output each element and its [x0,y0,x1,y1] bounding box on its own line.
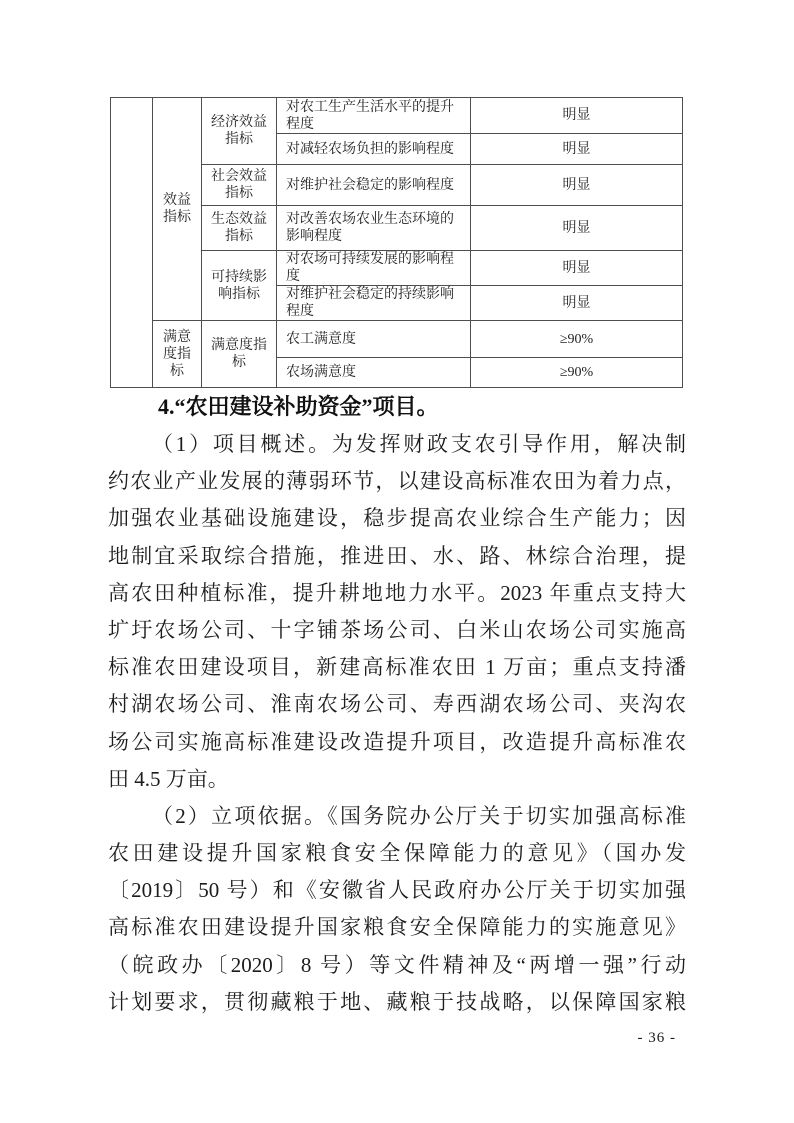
paragraph-line: 场公司实施高标准建设改造提升项目，改造提升高标准农 [108,729,686,754]
table-cell-blank [111,98,153,388]
section-heading: 4.“农田建设补助资金”项目。 [158,394,439,419]
table-cell-criterion: 对改善农场农业生态环境的影响程度 [277,206,471,251]
table-cell-criterion: 对农工生产生活水平的提升程度 [277,98,471,134]
table-cell-value: 明显 [471,251,683,286]
body-text [108,388,686,1021]
table-row [111,98,683,134]
paragraph-line: 田 4.5 万亩。 [108,766,229,791]
table-cell-category-ecological: 生态效益指标 [202,206,277,251]
table-cell-category-economic: 经济效益指标 [202,98,277,165]
table-cell-criterion: 对减轻农场负担的影响程度 [277,134,471,165]
table-cell-value: 明显 [471,134,683,165]
table-cell-criterion: 农工满意度 [277,321,471,358]
table-cell-category-sustainable: 可持续影响指标 [202,251,277,321]
paragraph-line: 加强农业基础设施建设，稳步提高农业综合生产能力；因 [108,506,686,531]
table-cell-value: 明显 [471,98,683,134]
indicator-table [110,97,683,388]
indicator-table-wrap [110,97,683,388]
paragraph-line: 圹圩农场公司、十字铺茶场公司、白米山农场公司实施高 [108,617,686,642]
table-cell-group-benefit: 效益指标 [153,98,202,321]
paragraph-line: 〔2019〕50 号）和《安徽省人民政府办公厅关于切实加强 [108,878,686,903]
paragraph-line: 高农田种植标准，提升耕地地力水平。2023 年重点支持大 [108,580,686,605]
table-cell-category-social: 社会效益指标 [202,165,277,206]
paragraph-line: 高标准农田建设提升国家粮食安全保障能力的实施意见》 [108,915,686,940]
table-cell-value: 明显 [471,165,683,206]
table-cell-criterion: 对维护社会稳定的影响程度 [277,165,471,206]
paragraph-line: （1）项目概述。为发挥财政支农引导作用，解决制 [152,432,686,456]
paragraph-line: 农田建设提升国家粮食安全保障能力的意见》（国办发 [108,841,686,866]
table-cell-criterion: 对维护社会稳定的持续影响程度 [277,286,471,321]
table-row [111,321,683,358]
paragraph-line: 约农业产业发展的薄弱环节，以建设高标准农田为着力点， [108,469,686,494]
paragraph-line: 标准农田建设项目，新建高标准农田 1 万亩；重点支持潘 [108,655,686,680]
table-cell-value: ≥90% [471,358,683,388]
paragraph-line: （皖政办〔2020〕8 号）等文件精神及“两增一强”行动 [108,952,686,977]
paragraph-line: 地制宜采取综合措施，推进田、水、路、林综合治理，提 [108,543,686,568]
paragraph-line: 计划要求，贯彻藏粮于地、藏粮于技战略，以保障国家粮 [108,989,686,1014]
table-cell-value: 明显 [471,206,683,251]
paragraph-line: 村湖农场公司、淮南农场公司、寿西湖农场公司、夹沟农 [108,692,686,717]
table-cell-criterion: 农场满意度 [277,358,471,388]
table-cell-value: ≥90% [471,321,683,358]
table-cell-value: 明显 [471,286,683,321]
table-cell-group-satisfaction: 满意度指标 [153,321,202,388]
table-cell-criterion: 对农场可持续发展的影响程度 [277,251,471,286]
page-number: - 36 - [637,1030,676,1046]
table-cell-category-satisfaction: 满意度指标 [202,321,277,388]
paragraph-line: （2）立项依据。《国务院办公厅关于切实加强高标准 [152,803,686,828]
